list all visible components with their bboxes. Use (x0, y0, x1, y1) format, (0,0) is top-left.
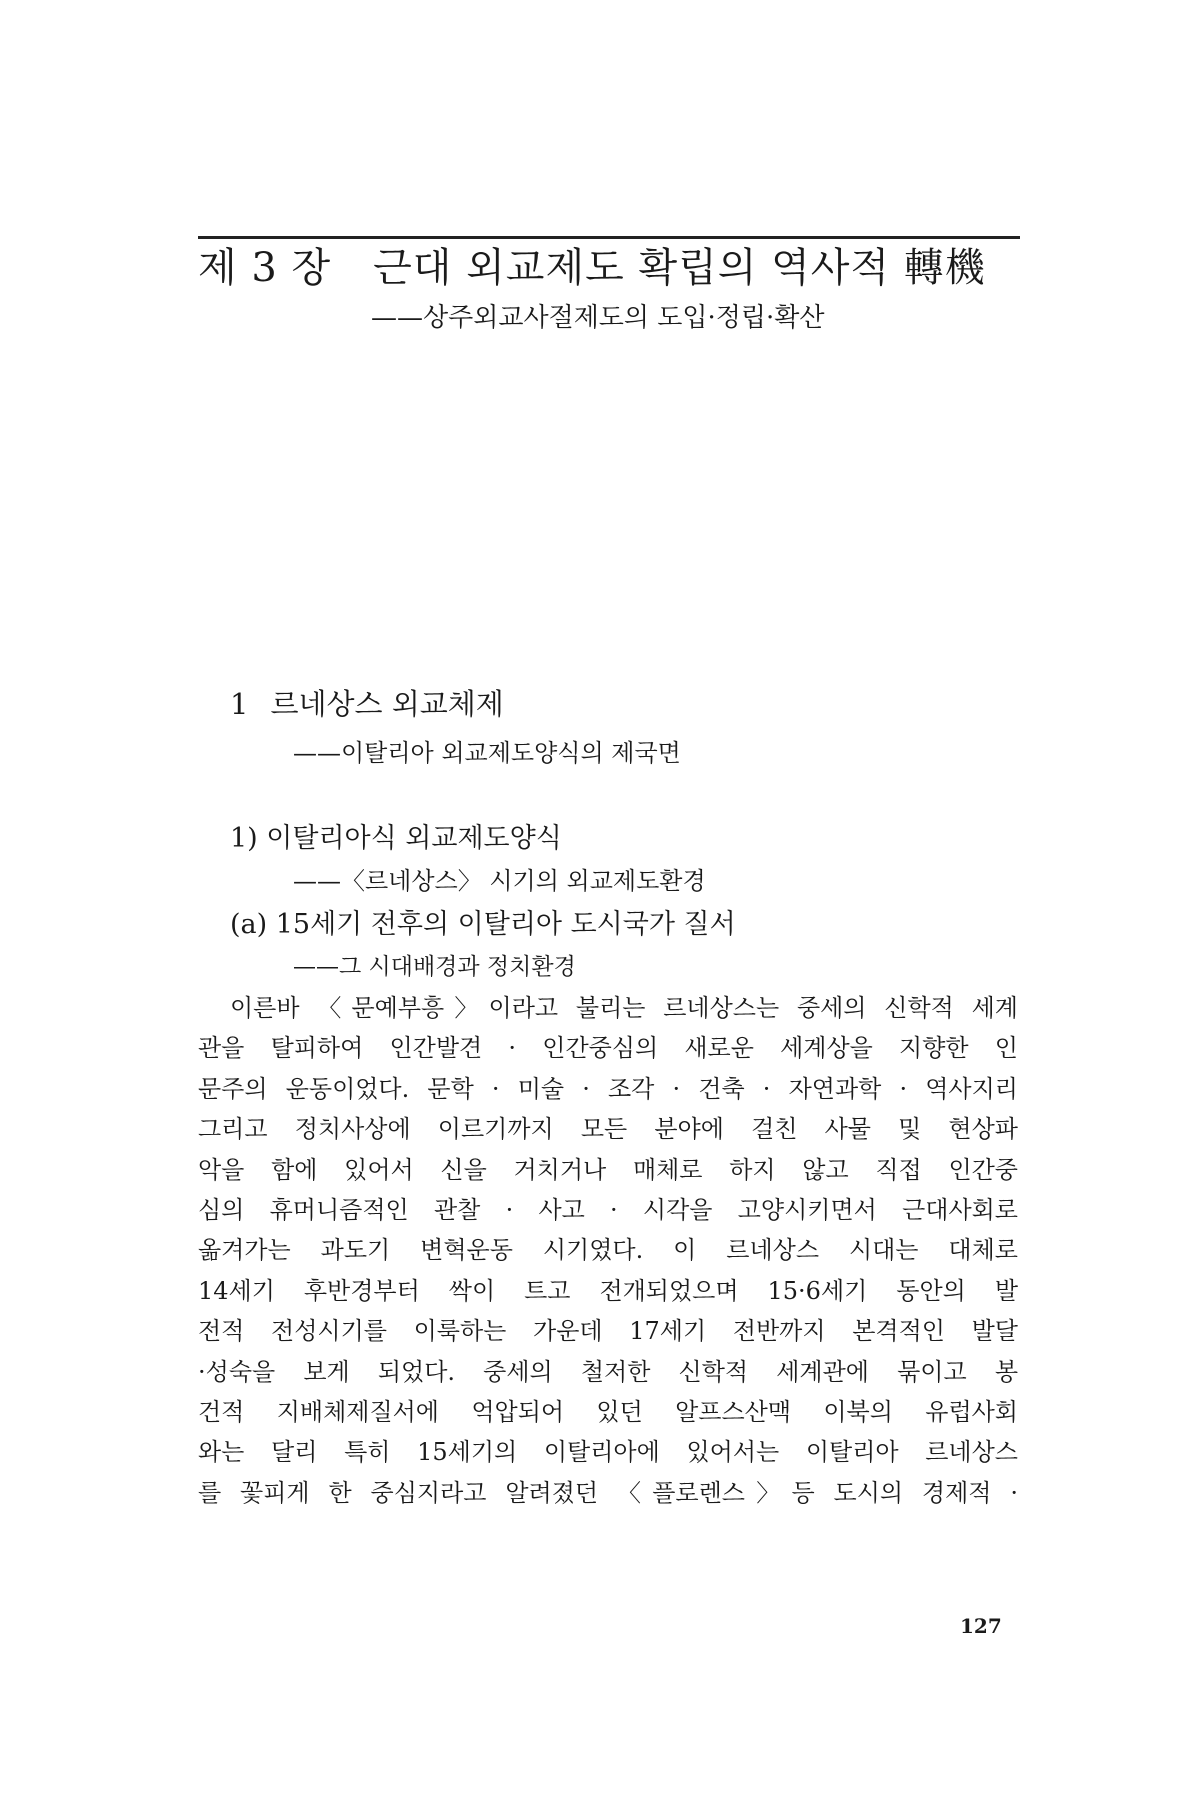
body-line: 악을 함에 있어서 신을 거치거나 매체로 하지 않고 직접 인간중 (198, 1155, 1018, 1184)
body-line: 옮겨가는 과도기 변혁운동 시기였다. 이 르네상스 시대는 대체로 (198, 1236, 1018, 1265)
chapter-subtitle: ——상주외교사절제도의 도입·정립·확산 (371, 303, 825, 333)
body-line: 를 꽃피게 한 중심지라고 알려졌던 〈플로렌스〉등 도시의 경제적 · (198, 1478, 1018, 1507)
section-number: 1 (230, 687, 249, 721)
body-line: 관을 탈피하여 인간발견 · 인간중심의 새로운 세계상을 지향한 인 (198, 1034, 1018, 1063)
body-paragraph (198, 988, 1018, 1513)
section-title: 르네상스 외교체제 (270, 687, 504, 721)
body-line: 문주의 운동이었다. 문학 · 미술 · 조각 · 건축 · 자연과학 · 역사지리 (198, 1074, 1018, 1103)
subsection-title: 1) 이탈리아식 외교제도양식 (230, 823, 562, 854)
item-title: (a) 15세기 전후의 이탈리아 도시국가 질서 (230, 909, 736, 940)
chapter-heading (198, 242, 1028, 294)
chapter-top-rule (198, 236, 1020, 239)
body-line: 와는 달리 특히 15세기의 이탈리아에 있어서는 이탈리아 르네상스 (198, 1438, 1018, 1467)
body-line: 전적 전성시기를 이룩하는 가운데 17세기 전반까지 본격적인 발달 (198, 1317, 1018, 1346)
subsection-subtitle: ——〈르네상스〉 시기의 외교제도환경 (293, 867, 706, 895)
body-line: 14세기 후반경부터 싹이 트고 전개되었으며 15·6세기 동안의 발 (198, 1276, 1018, 1305)
body-line: 그리고 정치사상에 이르기까지 모든 분야에 걸친 사물 및 현상파 (198, 1115, 1018, 1144)
body-line: 건적 지배체제질서에 억압되어 있던 알프스산맥 이북의 유럽사회 (198, 1397, 1018, 1426)
body-line: 심의 휴머니즘적인 관찰 · 사고 · 시각을 고양시키면서 근대사회로 (198, 1195, 1018, 1224)
page-number: 127 (960, 1614, 1002, 1638)
chapter-title: 근대 외교제도 확립의 역사적 轉機 (373, 245, 986, 291)
section-subtitle: ——이탈리아 외교제도양식의 제국면 (293, 739, 681, 767)
chapter-number: 제 3 장 (198, 245, 332, 291)
body-line: ·성숙을 보게 되었다. 중세의 철저한 신학적 세계관에 묶이고 봉 (198, 1357, 1018, 1386)
body-line: 이른바 〈문예부흥〉이라고 불리는 르네상스는 중세의 신학적 세계 (230, 994, 1018, 1022)
section-heading (230, 684, 504, 724)
item-subtitle: ——그 시대배경과 정치환경 (293, 954, 576, 980)
